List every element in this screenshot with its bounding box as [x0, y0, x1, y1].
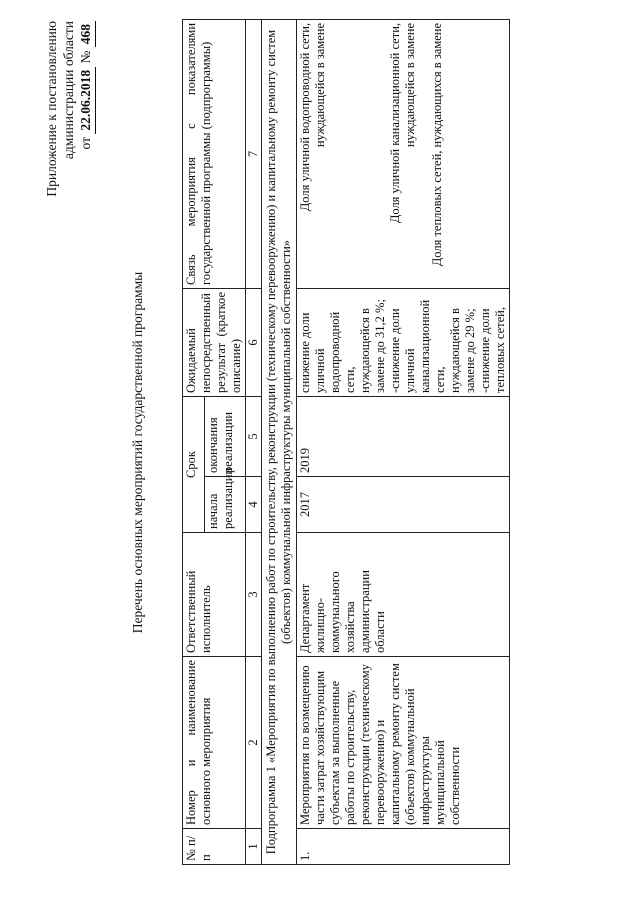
date-prefix: от	[77, 137, 93, 150]
header-num: № п/п	[183, 829, 246, 865]
executor: Департамент жилищно-коммунального хозяйства администрации области	[297, 533, 510, 657]
column-number: 3	[246, 533, 262, 657]
activity-name: Мероприятия по возмещению части затрат хозяйствующим субъектам за выполненные работы по строительству, реконструкции (техническому перевооружению) и капитальному ремонту систем (объектов) коммунальной инфраструктуры муниципальной собственности	[297, 657, 510, 829]
start-year: 2017	[297, 477, 510, 533]
activities-table	[182, 19, 510, 865]
header-link: Связь мероприятия с показателями государственной программы (подпрограммы)	[183, 19, 246, 288]
resolution-number: 468	[78, 21, 96, 47]
column-numbers-row	[246, 19, 262, 864]
appendix-line-2: администрации области	[60, 21, 76, 160]
indicator-heat: Доля тепловых сетей, нуждающихся в замене	[430, 22, 444, 267]
column-number: 2	[246, 657, 262, 829]
document-title: Перечень основных мероприятий государственной программы	[130, 271, 145, 634]
header-term: Срок	[183, 396, 205, 532]
resolution-date: 22.06.2018	[78, 67, 96, 134]
subprogram-title: Подпрограмма 1 «Мероприятия по выполнению работ по строительству, реконструкции (техническому перевооружению) и капитальному ремонту систем (объектов) коммунальной инфраструктуры муниципальной собственности»	[262, 19, 297, 864]
expected-result: снижение доли уличной водопроводной сети, нуждающейся в замене до 31,2 %; -снижение доли уличной канализационной сети, нуждающейся в замене до 29 %; -снижение доли тепловых сетей,	[297, 288, 510, 396]
column-number: 4	[246, 477, 262, 533]
activities-table-wrap	[182, 20, 510, 865]
subprogram-row	[262, 19, 297, 864]
header-row-1	[183, 19, 205, 864]
end-year: 2019	[297, 396, 510, 476]
appendix-date-line	[78, 21, 96, 257]
header-activity: Номер и наименование основного мероприятия	[183, 657, 246, 829]
number-prefix: №	[77, 50, 93, 64]
header-result: Ожидаемый непосредственный результат (краткое описание)	[183, 288, 246, 396]
column-number: 7	[246, 19, 262, 288]
indicator-water: Доля уличной водопроводной сети, нуждающейся в замене	[298, 22, 327, 212]
appendix-line-1: Приложение к постановлению	[44, 21, 59, 197]
header-start: начала реализации	[205, 477, 246, 533]
column-number: 1	[246, 829, 262, 865]
indicator-sewer: Доля уличной канализационной сети, нуждающейся в замене	[388, 22, 417, 224]
indicator-links	[297, 19, 510, 288]
table-row	[297, 19, 510, 864]
row-number: 1.	[297, 829, 510, 865]
column-number: 5	[246, 396, 262, 476]
column-number: 6	[246, 288, 262, 396]
header-executor: Ответственный исполнитель	[183, 533, 246, 657]
appendix-header	[44, 21, 96, 257]
header-end: окончания реализации	[205, 396, 246, 476]
